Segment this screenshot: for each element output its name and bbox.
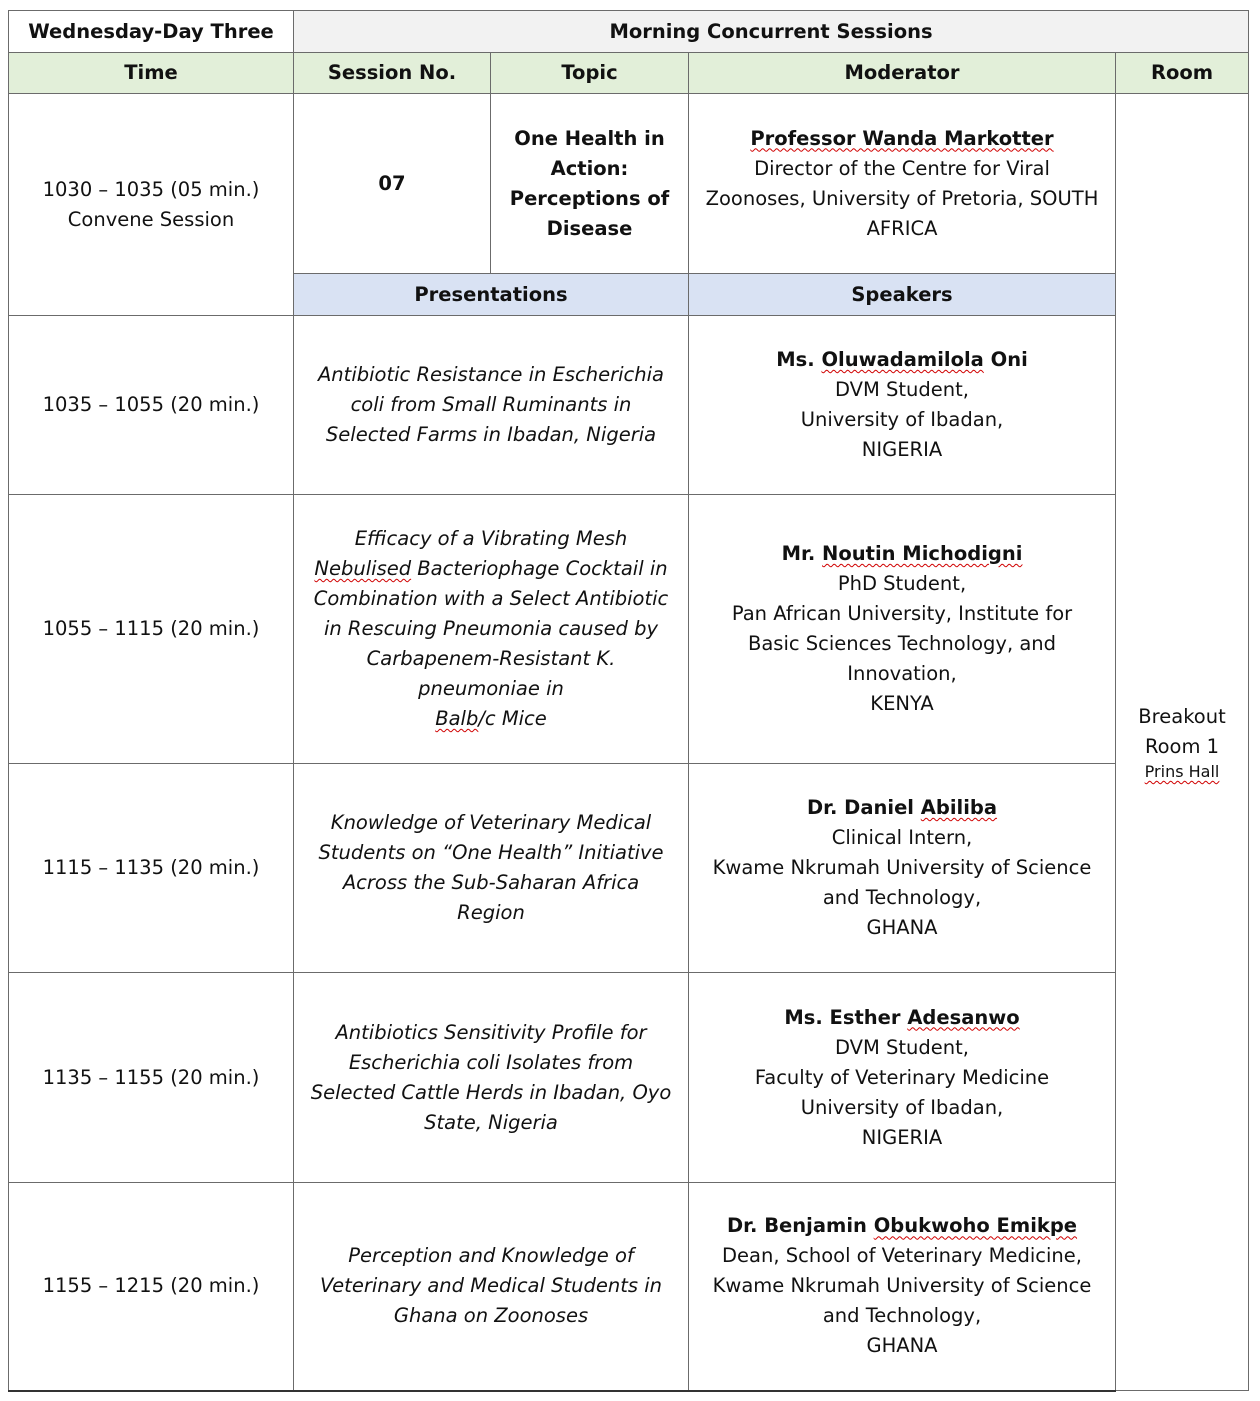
speaker-name: Dr. Daniel Abiliba [806, 796, 998, 819]
table-row [9, 1183, 1249, 1391]
title-row [9, 11, 1249, 53]
table-row [9, 764, 1249, 973]
speaker-name-text: Oluwadamilola [821, 348, 984, 371]
schedule-table [8, 10, 1249, 1392]
session-row [9, 94, 1249, 274]
sessions-title: Morning Concurrent Sessions [294, 11, 1249, 53]
col-room: Room [1116, 53, 1249, 94]
presentation-time: 1055 – 1115 (20 min.) [9, 495, 294, 764]
room-name-1: Breakout [1138, 705, 1226, 728]
table-row [9, 973, 1249, 1183]
presentation-speaker: Dr. Benjamin Obukwoho Emikpe Dean, School of Veterinary Medicine, Kwame Nkrumah University of Science and Technology, GHANA [689, 1183, 1116, 1391]
session-time-cell [9, 94, 294, 316]
presentation-speaker: Dr. Daniel Abiliba Clinical Intern, Kwame Nkrumah University of Science and Technology, GHANA [689, 764, 1116, 973]
col-time: Time [9, 53, 294, 94]
table-row [9, 316, 1249, 495]
presentation-speaker: Ms. Esther Adesanwo DVM Student, Faculty of Veterinary Medicine University of Ibadan, NIGERIA [689, 973, 1116, 1183]
col-moderator: Moderator [689, 53, 1116, 94]
session-time: 1030 – 1035 (05 min.) [42, 177, 260, 201]
table-row [9, 495, 1249, 764]
presentation-title: Perception and Knowledge of Veterinary and Medical Students in Ghana on Zoonoses [294, 1183, 689, 1391]
room-name-2: Room 1 [1144, 735, 1220, 758]
session-topic: One Health in Action: Perceptions of Disease [491, 94, 689, 274]
presentation-title: Efficacy of a Vibrating Mesh Nebulised Bacteriophage Cocktail in Combination with a Select Antibiotic in Rescuing Pneumonia caused by Carbapenem-Resistant K. pneumoniae in Balb/c Mice [294, 495, 689, 764]
day-label: Wednesday-Day Three [9, 11, 294, 53]
presentation-title: Antibiotics Sensitivity Profile for Escherichia coli Isolates from Selected Cattle Herds in Ibadan, Oyo State, Nigeria [294, 973, 689, 1183]
session-time-note: Convene Session [67, 207, 235, 231]
presentation-speaker: Ms. Oluwadamilola Oni DVM Student, University of Ibadan, NIGERIA [689, 316, 1116, 495]
presentation-title: Knowledge of Veterinary Medical Students on “One Health” Initiative Across the Sub-Saharan Africa Region [294, 764, 689, 973]
column-header-row [9, 53, 1249, 94]
moderator-name: Professor Wanda Markotter [750, 126, 1054, 150]
session-number: 07 [294, 94, 491, 274]
speaker-name: Mr. Noutin Michodigni [781, 542, 1023, 565]
session-moderator: Professor Wanda Markotter Director of the Centre for Viral Zoonoses, University of Pretoria, SOUTH AFRICA [689, 94, 1116, 274]
speakers-header: Speakers [689, 274, 1116, 316]
presentation-time: 1135 – 1155 (20 min.) [9, 973, 294, 1183]
room-cell [1116, 94, 1249, 1391]
col-topic: Topic [491, 53, 689, 94]
presentation-time: 1035 – 1055 (20 min.) [9, 316, 294, 495]
presentation-time: 1115 – 1135 (20 min.) [9, 764, 294, 973]
speaker-name: Ms. Oluwadamilola Oni [776, 348, 1028, 371]
speaker-name: Ms. Esther Adesanwo [784, 1005, 1020, 1029]
presentation-time: 1155 – 1215 (20 min.) [9, 1183, 294, 1391]
room-hall: Prins Hall [1144, 762, 1220, 781]
presentation-title: Antibiotic Resistance in Escherichia coli from Small Ruminants in Selected Farms in Ibadan, Nigeria [294, 316, 689, 495]
presentations-header: Presentations [294, 274, 689, 316]
presentation-speaker: Mr. Noutin Michodigni PhD Student, Pan African University, Institute for Basic Sciences Technology, and Innovation, KENYA [689, 495, 1116, 764]
speaker-name: Dr. Benjamin Obukwoho Emikpe [726, 1214, 1078, 1238]
col-session-no: Session No. [294, 53, 491, 94]
